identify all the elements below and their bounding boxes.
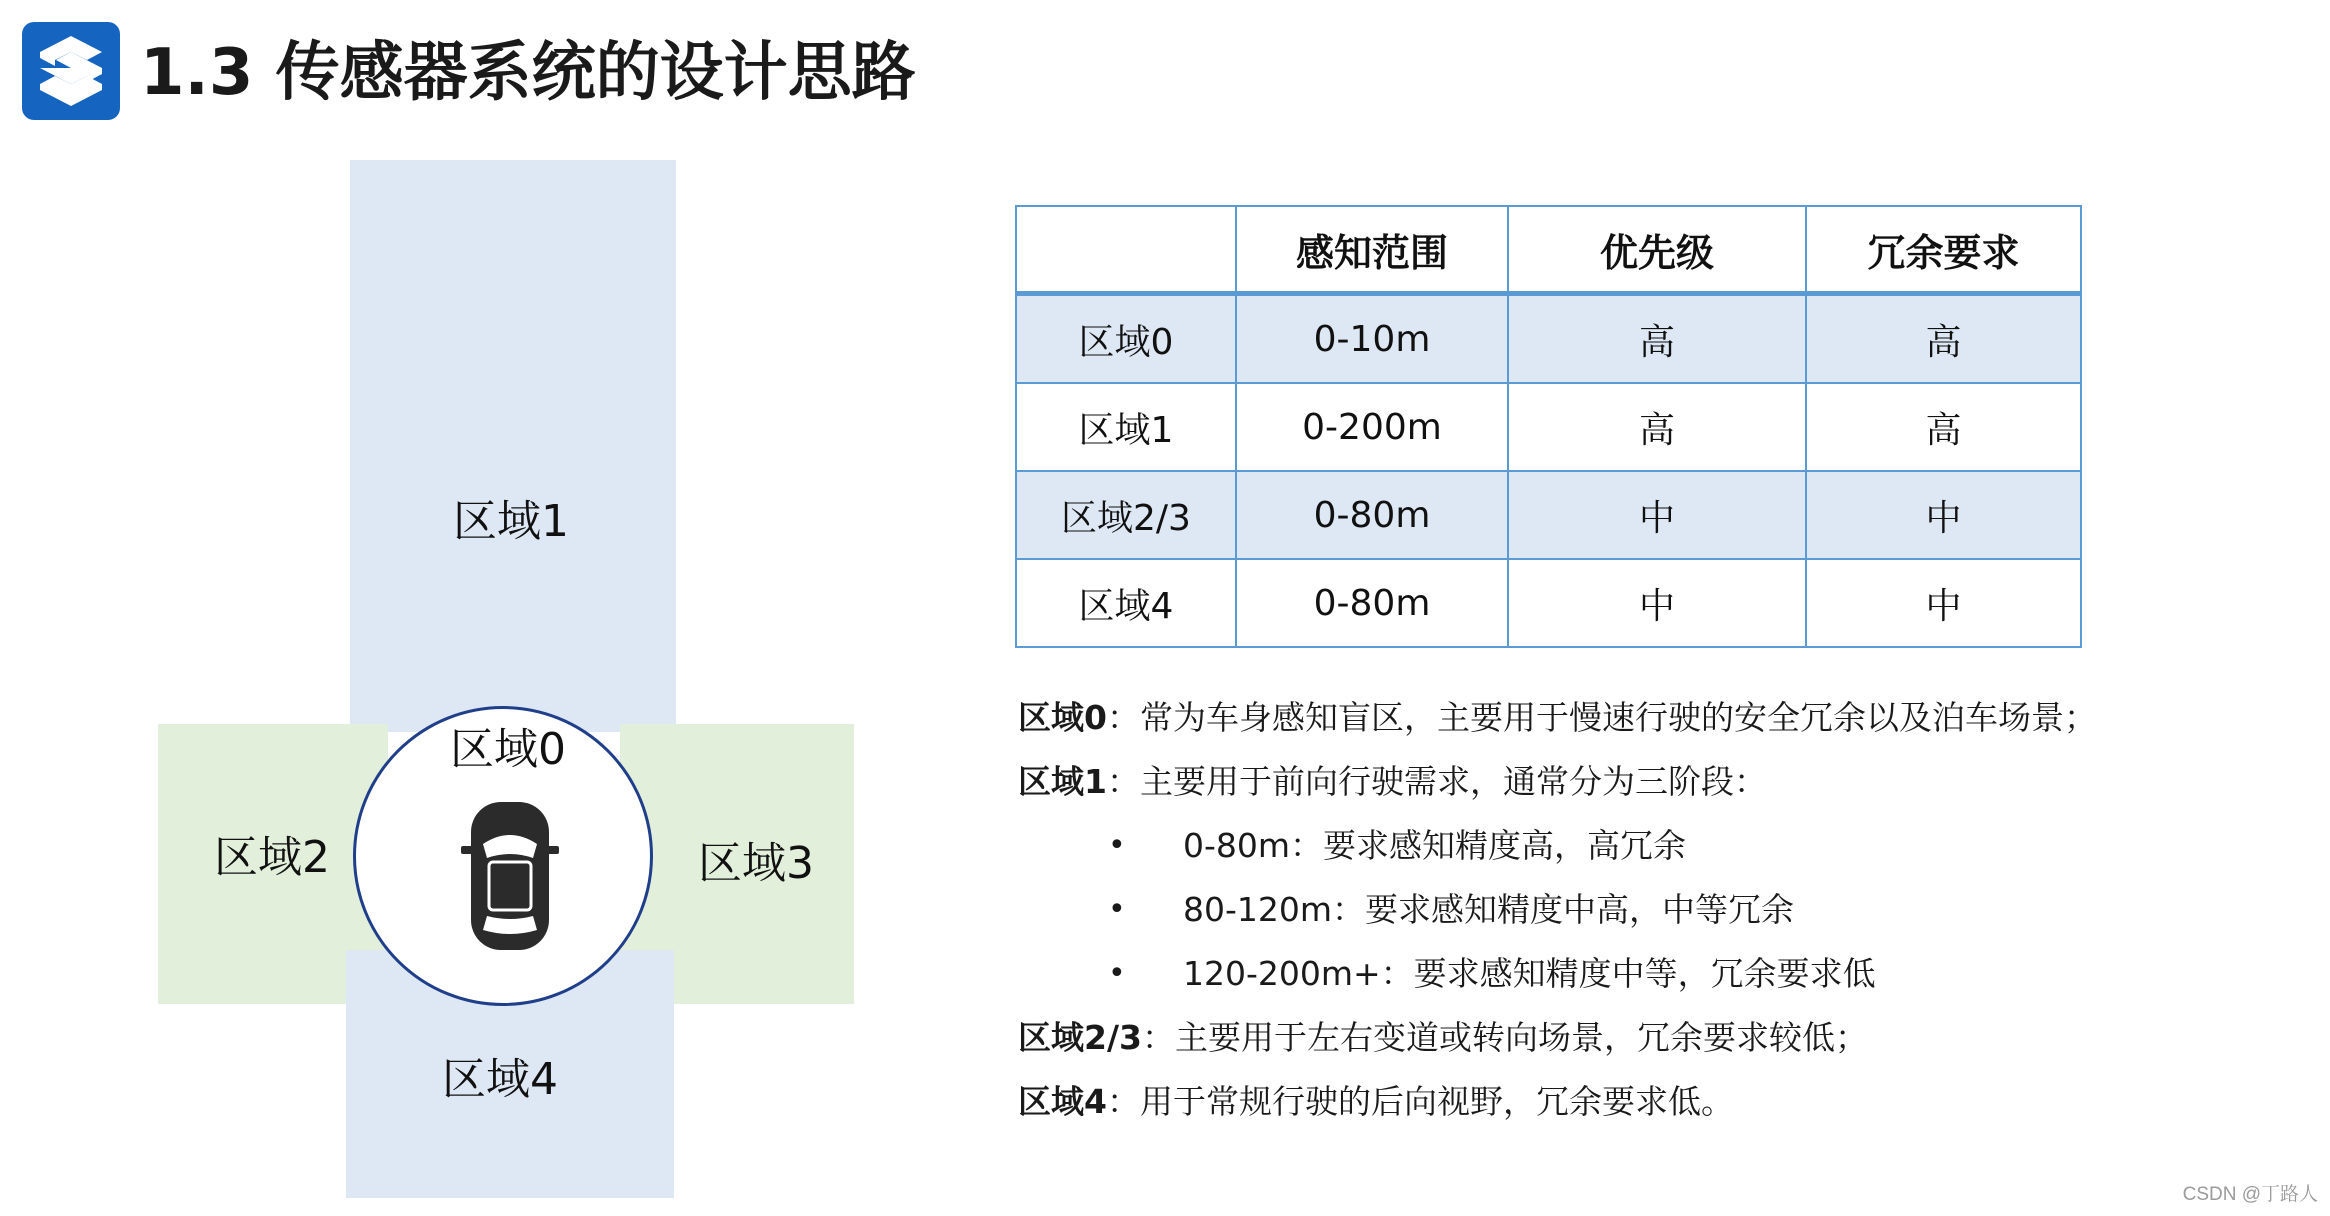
zone1-label: 区域1 <box>453 496 569 547</box>
desc-zone23 <box>1018 1006 2298 1070</box>
cell-range: 0-80m <box>1236 471 1508 559</box>
cell-redundancy: 中 <box>1806 559 2081 647</box>
desc-zone4 <box>1018 1070 2298 1134</box>
zone0-label: 区域0 <box>450 724 566 775</box>
desc-zone1-name: 区域1 <box>1018 762 1107 801</box>
cell-priority: 中 <box>1508 559 1806 647</box>
table-row <box>1016 383 2081 471</box>
header-cell-empty <box>1016 206 1236 294</box>
zone2-label: 区域2 <box>214 832 330 883</box>
desc-zone1 <box>1018 750 2298 814</box>
desc-zone1-text: ：主要用于前向行驶需求，通常分为三阶段： <box>1106 762 1767 801</box>
bullet-text: 80-120m：要求感知精度中高，中等冗余 <box>1183 890 1795 929</box>
desc-zone0-name: 区域0 <box>1018 698 1107 737</box>
table-row <box>1016 471 2081 559</box>
cell-redundancy: 高 <box>1806 294 2081 384</box>
car-top-view-icon <box>455 796 565 956</box>
bullet-text: 120-200m+：要求感知精度中等，冗余要求低 <box>1183 954 1876 993</box>
zone-spec-table <box>1015 205 2082 648</box>
zone4-label: 区域4 <box>442 1054 558 1105</box>
desc-zone23-name: 区域2/3 <box>1018 1018 1142 1057</box>
desc-zone0-text: ：常为车身感知盲区，主要用于慢速行驶的安全冗余以及泊车场景； <box>1106 698 2097 737</box>
table-row <box>1016 559 2081 647</box>
header-cell-priority: 优先级 <box>1508 206 1806 294</box>
bullet-dot-icon: • <box>1108 892 1126 927</box>
page-title: 1.3 传感器系统的设计思路 <box>140 36 916 110</box>
desc-zone0 <box>1018 686 2298 750</box>
cell-zone: 区域2/3 <box>1016 471 1236 559</box>
table-header-row <box>1016 206 2081 294</box>
zone-description <box>1018 686 2298 1134</box>
desc-bullet <box>1018 878 2298 942</box>
desc-zone4-name: 区域4 <box>1018 1082 1107 1121</box>
zone3-label: 区域3 <box>698 838 814 889</box>
cell-priority: 中 <box>1508 471 1806 559</box>
cell-priority: 高 <box>1508 383 1806 471</box>
desc-zone23-text: ：主要用于左右变道或转向场景，冗余要求较低； <box>1141 1018 1868 1057</box>
s-logo-icon <box>22 22 120 120</box>
cell-range: 0-200m <box>1236 383 1508 471</box>
table-row <box>1016 294 2081 384</box>
cell-zone: 区域1 <box>1016 383 1236 471</box>
cell-redundancy: 高 <box>1806 383 2081 471</box>
cell-zone: 区域0 <box>1016 294 1236 384</box>
bullet-text: 0-80m：要求感知精度高，高冗余 <box>1183 826 1687 865</box>
header-cell-redundancy: 冗余要求 <box>1806 206 2081 294</box>
bullet-dot-icon: • <box>1108 956 1126 991</box>
cell-priority: 高 <box>1508 294 1806 384</box>
header-cell-range: 感知范围 <box>1236 206 1508 294</box>
cell-zone: 区域4 <box>1016 559 1236 647</box>
desc-bullet <box>1018 814 2298 878</box>
watermark: CSDN @丁路人 <box>2182 1184 2318 1205</box>
cell-range: 0-80m <box>1236 559 1508 647</box>
bullet-dot-icon: • <box>1108 828 1126 863</box>
desc-zone4-text: ：用于常规行驶的后向视野，冗余要求低。 <box>1106 1082 1734 1121</box>
brand-logo-icon <box>22 22 120 120</box>
desc-bullet <box>1018 942 2298 1006</box>
cell-redundancy: 中 <box>1806 471 2081 559</box>
cell-range: 0-10m <box>1236 294 1508 384</box>
zone1-area <box>350 160 676 732</box>
